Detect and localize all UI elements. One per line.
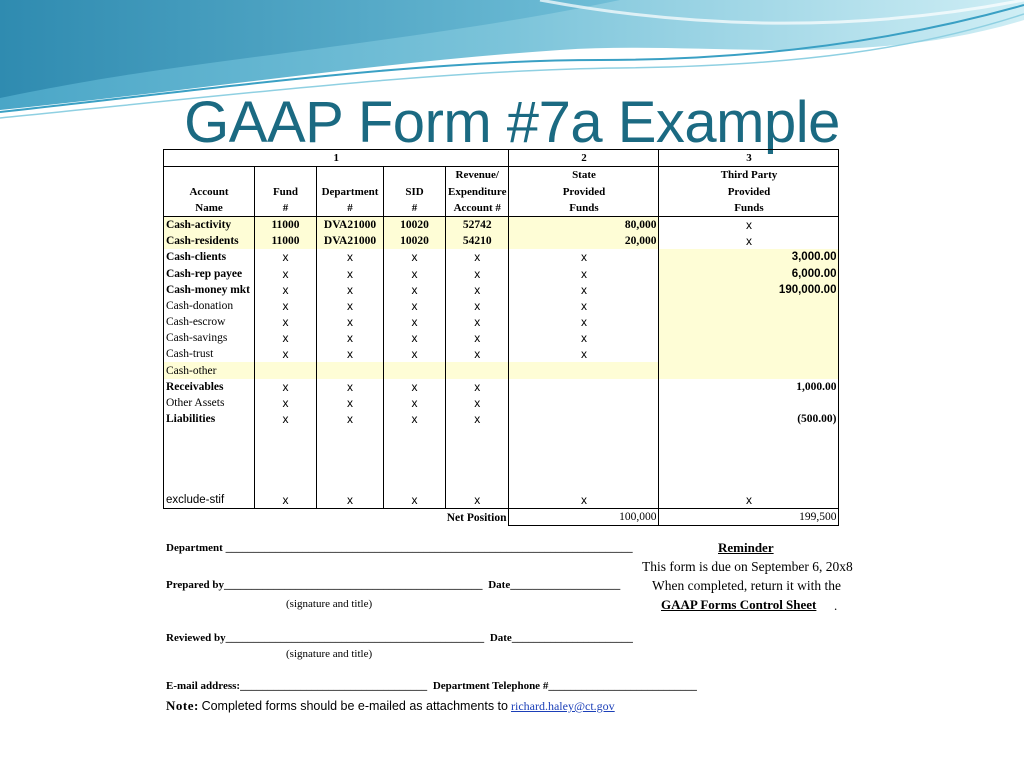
- cell-sid: [384, 362, 446, 378]
- empty-cell: [317, 476, 384, 492]
- cell-sid: x: [384, 395, 446, 411]
- cell-sid: x: [384, 330, 446, 346]
- cell-fund: x: [255, 395, 317, 411]
- empty-cell: [317, 460, 384, 476]
- cell-state: [509, 411, 659, 427]
- cell-dept: DVA21000: [317, 233, 384, 249]
- empty-cell: [164, 443, 255, 459]
- empty-cell: [255, 460, 317, 476]
- cell-fund: x: [255, 265, 317, 281]
- column-header-row-2: [164, 183, 839, 199]
- spacer-row: [164, 443, 839, 459]
- cell-sid: x: [384, 265, 446, 281]
- table-row: [164, 411, 839, 427]
- cell-fund: x: [255, 492, 317, 509]
- empty-cell: [255, 427, 317, 443]
- empty-cell: [509, 476, 659, 492]
- col-header: Revenue/: [446, 167, 509, 184]
- table-row: [164, 265, 839, 281]
- empty-cell: [446, 443, 509, 459]
- table-row: [164, 346, 839, 362]
- empty-cell: [446, 476, 509, 492]
- group-header-row: [164, 150, 839, 167]
- empty-cell: [659, 460, 839, 476]
- cell-acct: x: [446, 265, 509, 281]
- empty-cell: [659, 427, 839, 443]
- col-header: Funds: [659, 200, 839, 217]
- cell-fund: [255, 362, 317, 378]
- department-line[interactable]: Department __________________________________________________________________________: [166, 542, 633, 554]
- cell-sid: x: [384, 314, 446, 330]
- cell-sid: x: [384, 346, 446, 362]
- table-row: [164, 314, 839, 330]
- table-row: [164, 249, 839, 265]
- note-label: Note:: [166, 698, 199, 713]
- group-header-1: 1: [164, 150, 509, 167]
- when-completed-text: When completed, return it with the: [652, 578, 841, 593]
- col-header: Third Party: [659, 167, 839, 184]
- cell-acct: x: [446, 330, 509, 346]
- cell-sid: x: [384, 379, 446, 395]
- cell-acct: x: [446, 314, 509, 330]
- signature-caption-2: (signature and title): [286, 648, 373, 660]
- cell-state: [509, 395, 659, 411]
- table-row: [164, 379, 839, 395]
- col-header: [164, 167, 255, 184]
- cell-acct: 52742: [446, 216, 509, 233]
- cell-name: Cash-escrow: [164, 314, 255, 330]
- empty-cell: [317, 443, 384, 459]
- table-row: [164, 362, 839, 378]
- cell-name: Other Assets: [164, 395, 255, 411]
- cell-third: 6,000.00: [659, 265, 839, 281]
- cell-fund: x: [255, 330, 317, 346]
- cell-sid: 10020: [384, 233, 446, 249]
- cell-dept: [317, 362, 384, 378]
- cell-fund: x: [255, 249, 317, 265]
- col-header-state: Provided: [509, 183, 659, 199]
- net-position-row: [164, 509, 839, 526]
- cell-fund: 11000: [255, 233, 317, 249]
- cell-fund: x: [255, 298, 317, 314]
- empty-cell: [164, 427, 255, 443]
- cell-fund: 11000: [255, 216, 317, 233]
- col-header-account: Account: [164, 183, 255, 199]
- column-header-row-1: [164, 167, 839, 184]
- cell-acct: x: [446, 395, 509, 411]
- cell-third: 3,000.00: [659, 249, 839, 265]
- cell-state: x: [509, 346, 659, 362]
- col-header-third-party: Provided: [659, 183, 839, 199]
- col-header: [384, 167, 446, 184]
- cell-third: x: [659, 216, 839, 233]
- column-header-row-3: [164, 200, 839, 217]
- cell-dept: x: [317, 411, 384, 427]
- col-header: [255, 167, 317, 184]
- cell-name: Cash-donation: [164, 298, 255, 314]
- due-date-text: This form is due on September 6, 20x8: [642, 559, 853, 574]
- cell-third: [659, 298, 839, 314]
- cell-name: Cash-trust: [164, 346, 255, 362]
- email-address-container: [511, 699, 615, 714]
- group-header-3: 3: [659, 150, 839, 167]
- cell-name: exclude-stif: [164, 492, 255, 509]
- cell-name: Cash-residents: [164, 233, 255, 249]
- cell-dept: x: [317, 379, 384, 395]
- empty-cell: [384, 443, 446, 459]
- reminder-heading: Reminder: [718, 540, 774, 555]
- cell-dept: x: [317, 265, 384, 281]
- empty-cell: [509, 460, 659, 476]
- empty-cell: [509, 427, 659, 443]
- note-text: Completed forms should be e-mailed as attachments to: [201, 699, 508, 713]
- email-phone-line[interactable]: E-mail address:__________________________________ Department Telephone #___________________________: [166, 680, 697, 692]
- col-header: Funds: [509, 200, 659, 217]
- cell-dept: x: [317, 330, 384, 346]
- cell-acct: x: [446, 249, 509, 265]
- cell-acct: [446, 362, 509, 378]
- cell-sid: x: [384, 298, 446, 314]
- empty-cell: [255, 476, 317, 492]
- cell-third: (500.00): [659, 411, 839, 427]
- cell-name: Cash-other: [164, 362, 255, 378]
- cell-sid: x: [384, 249, 446, 265]
- cell-acct: 54210: [446, 233, 509, 249]
- net-position-third-party: 199,500: [659, 509, 839, 526]
- cell-name: Cash-activity: [164, 216, 255, 233]
- cell-dept: DVA21000: [317, 216, 384, 233]
- cell-dept: x: [317, 282, 384, 298]
- cell-third: x: [659, 233, 839, 249]
- empty-cell: [659, 443, 839, 459]
- control-sheet-link[interactable]: GAAP Forms Control Sheet: [661, 597, 817, 612]
- col-header: State: [509, 167, 659, 184]
- gaap-form-table: [163, 149, 839, 526]
- cell-third: 190,000.00: [659, 282, 839, 298]
- cell-acct: x: [446, 298, 509, 314]
- table-row: [164, 233, 839, 249]
- cell-sid: x: [384, 411, 446, 427]
- cell-state: [509, 379, 659, 395]
- empty-cell: [255, 443, 317, 459]
- empty-cell: [384, 460, 446, 476]
- col-header: #: [384, 200, 446, 217]
- cell-state: x: [509, 314, 659, 330]
- cell-third: [659, 362, 839, 378]
- cell-fund: x: [255, 282, 317, 298]
- empty-cell: [384, 427, 446, 443]
- cell-name: Cash-savings: [164, 330, 255, 346]
- cell-state: 20,000: [509, 233, 659, 249]
- cell-state: x: [509, 492, 659, 509]
- spacer-row: [164, 476, 839, 492]
- table-row: [164, 330, 839, 346]
- cell-name: Cash-money mkt: [164, 282, 255, 298]
- exclude-row: [164, 492, 839, 509]
- cell-acct: x: [446, 346, 509, 362]
- col-header-sid: SID: [384, 183, 446, 199]
- col-header: Name: [164, 200, 255, 217]
- cell-dept: x: [317, 395, 384, 411]
- control-sheet-period: .: [834, 598, 838, 613]
- cell-state: x: [509, 330, 659, 346]
- group-header-2: 2: [509, 150, 659, 167]
- empty-cell: [384, 476, 446, 492]
- cell-state: x: [509, 249, 659, 265]
- col-header: #: [255, 200, 317, 217]
- cell-third: 1,000.00: [659, 379, 839, 395]
- cell-name: Receivables: [164, 379, 255, 395]
- cell-dept: x: [317, 314, 384, 330]
- reviewed-by-line[interactable]: Reviewed by_______________________________________________ Date______________________: [166, 632, 633, 644]
- empty-cell: [446, 460, 509, 476]
- cell-name: Cash-clients: [164, 249, 255, 265]
- net-position-state: 100,000: [509, 509, 659, 526]
- empty-cell: [446, 427, 509, 443]
- cell-third: [659, 314, 839, 330]
- cell-acct: x: [446, 492, 509, 509]
- cell-state: x: [509, 282, 659, 298]
- signature-caption-1: (signature and title): [286, 598, 373, 610]
- empty-cell: [509, 443, 659, 459]
- cell-third: [659, 330, 839, 346]
- cell-sid: x: [384, 282, 446, 298]
- cell-dept: x: [317, 346, 384, 362]
- col-header-fund: Fund: [255, 183, 317, 199]
- cell-dept: x: [317, 249, 384, 265]
- cell-dept: x: [317, 298, 384, 314]
- col-header-department: Department: [317, 183, 384, 199]
- cell-state: [509, 362, 659, 378]
- table-row: [164, 298, 839, 314]
- col-header: #: [317, 200, 384, 217]
- cell-third: [659, 346, 839, 362]
- cell-name: Cash-rep payee: [164, 265, 255, 281]
- spacer-row: [164, 460, 839, 476]
- cell-acct: x: [446, 379, 509, 395]
- cell-state: x: [509, 265, 659, 281]
- slide-title: GAAP Form #7a Example: [184, 90, 840, 155]
- note-line: [166, 698, 508, 714]
- cell-acct: x: [446, 282, 509, 298]
- cell-fund: x: [255, 314, 317, 330]
- prepared-by-line[interactable]: Prepared by_______________________________________________ Date____________________: [166, 579, 621, 591]
- empty-cell: [164, 460, 255, 476]
- cell-dept: x: [317, 492, 384, 509]
- net-position-label: Net Position: [446, 511, 507, 524]
- empty-cell: [659, 476, 839, 492]
- cell-fund: x: [255, 411, 317, 427]
- cell-fund: x: [255, 346, 317, 362]
- table-row: [164, 216, 839, 233]
- email-address-link[interactable]: richard.haley@ct.gov: [511, 699, 615, 713]
- table-row: [164, 395, 839, 411]
- col-header: [317, 167, 384, 184]
- empty-cell: [164, 476, 255, 492]
- cell-state: x: [509, 298, 659, 314]
- cell-name: Liabilities: [164, 411, 255, 427]
- col-header: Account #: [446, 200, 509, 217]
- cell-sid: 10020: [384, 216, 446, 233]
- cell-fund: x: [255, 379, 317, 395]
- cell-sid: x: [384, 492, 446, 509]
- empty-cell: [317, 427, 384, 443]
- cell-acct: x: [446, 411, 509, 427]
- spacer-row: [164, 427, 839, 443]
- cell-third: x: [659, 492, 839, 509]
- cell-third: [659, 395, 839, 411]
- col-header-expenditure: Expenditure: [446, 183, 509, 199]
- cell-state: 80,000: [509, 216, 659, 233]
- table-row: [164, 282, 839, 298]
